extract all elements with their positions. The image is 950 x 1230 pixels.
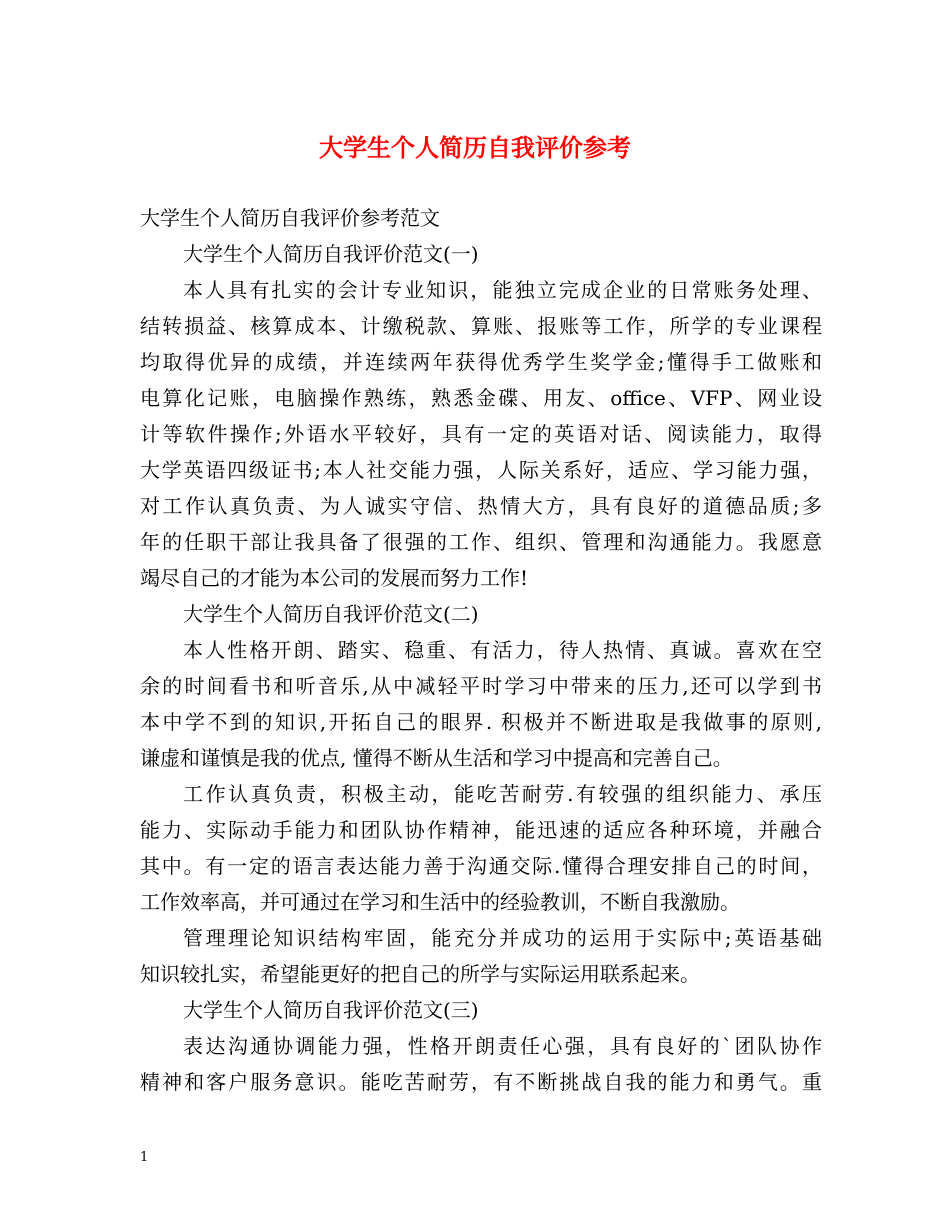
body-line: 计等软件操作;外语水平较好，具有一定的英语对话、阅读能力，取得 (140, 422, 822, 446)
body-line: 本人性格开朗、踏实、稳重、有活力，待人热情、真诚。喜欢在空 (183, 638, 822, 662)
body-line: 能力、实际动手能力和团队协作精神，能迅速的适应各种环境，并融合 (140, 818, 822, 842)
body-line: 对工作认真负责、为人诚实守信、热情大方，具有良好的道德品质;多 (140, 494, 822, 518)
body-line: 谦虚和谨慎是我的优点, 懂得不断从生活和学习中提高和完善自己。 (140, 746, 733, 770)
document-body (140, 200, 822, 1100)
body-line: 大学生个人简历自我评价范文(一) (183, 242, 479, 266)
body-line: 其中。有一定的语言表达能力善于沟通交际.懂得合理安排自己的时间， (140, 854, 822, 878)
body-line: 知识较扎实，希望能更好的把自己的所学与实际运用联系起来。 (140, 962, 700, 986)
body-line: 本人具有扎实的会计专业知识，能独立完成企业的日常账务处理、 (183, 278, 822, 302)
body-line: 本中学不到的知识,开拓自己的眼界. 积极并不断进取是我做事的原则, (140, 710, 822, 734)
body-line: 大学生个人简历自我评价参考范文 (140, 206, 440, 230)
body-line: 大学英语四级证书;本人社交能力强，人际关系好，适应、学习能力强， (140, 458, 822, 482)
body-line: 均取得优异的成绩，并连续两年获得优秀学生奖学金;懂得手工做账和 (140, 350, 822, 374)
body-line: 竭尽自己的才能为本公司的发展而努力工作! (140, 566, 529, 590)
page-number: 1 (140, 1150, 149, 1165)
body-line: 大学生个人简历自我评价范文(二) (183, 602, 479, 626)
body-line: 精神和客户服务意识。能吃苦耐劳，有不断挑战自我的能力和勇气。重 (140, 1070, 822, 1094)
body-line: 余的时间看书和听音乐,从中减轻平时学习中带来的压力,还可以学到书 (140, 674, 822, 698)
document-title: 大学生个人简历自我评价参考 (319, 133, 631, 162)
body-line: 电算化记账，电脑操作熟练，熟悉金碟、用友、office、VFP、网业设 (140, 386, 822, 410)
body-line: 工作认真负责，积极主动，能吃苦耐劳.有较强的组织能力、承压 (183, 782, 822, 806)
body-line: 工作效率高，并可通过在学习和生活中的经验教训，不断自我激励。 (140, 890, 740, 914)
body-line: 表达沟通协调能力强，性格开朗责任心强，具有良好的`团队协作 (183, 1034, 822, 1058)
body-line: 年的任职干部让我具备了很强的工作、组织、管理和沟通能力。我愿意 (140, 530, 822, 554)
body-line: 管理理论知识结构牢固，能充分并成功的运用于实际中;英语基础 (183, 926, 822, 950)
body-line: 大学生个人简历自我评价范文(三) (183, 998, 479, 1022)
body-line: 结转损益、核算成本、计缴税款、算账、报账等工作，所学的专业课程 (140, 314, 822, 338)
